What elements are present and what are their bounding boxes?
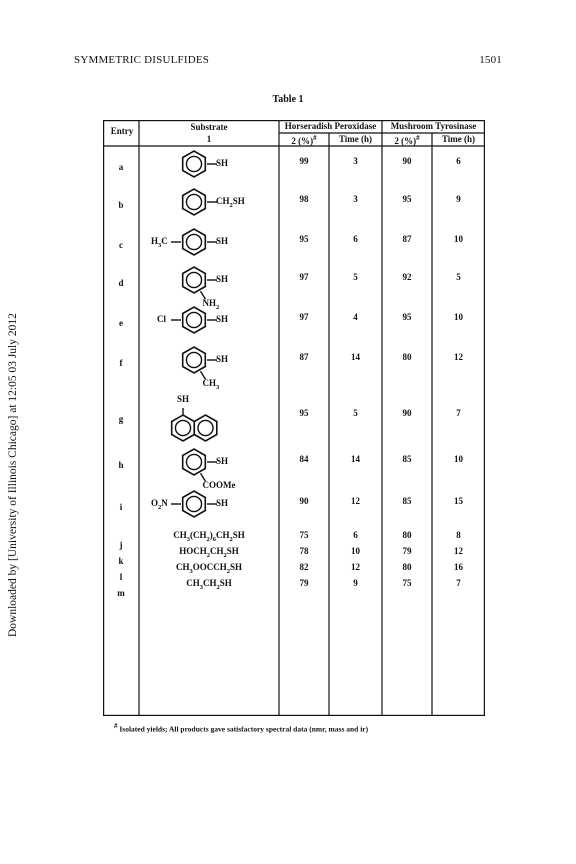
naphthalene-ring-left-g bbox=[172, 415, 195, 441]
cell-mt-time-g: 7 bbox=[456, 408, 461, 418]
entry-label-c: c bbox=[119, 240, 123, 250]
cell-mt-yield-l: 80 bbox=[402, 562, 412, 572]
cell-hrp-time-d: 5 bbox=[353, 272, 358, 282]
header-substrate: Substrate bbox=[190, 122, 228, 132]
substituent-bottom-h: COOMe bbox=[202, 480, 236, 491]
entry-label-e: e bbox=[119, 318, 123, 328]
substituent-bottom-d: $NH_2$ bbox=[202, 298, 220, 312]
substrate-formula-m: $CH_3CH_2SH$ bbox=[186, 578, 232, 591]
entry-label-m: m bbox=[117, 588, 125, 598]
cell-mt-time-a: 6 bbox=[456, 156, 461, 166]
cell-hrp-yield-f: 87 bbox=[299, 352, 309, 362]
substituent-right-i: SH bbox=[216, 498, 229, 508]
cell-mt-yield-h: 85 bbox=[402, 454, 412, 464]
cell-hrp-yield-j: 75 bbox=[299, 530, 309, 540]
cell-hrp-time-c: 6 bbox=[353, 234, 358, 244]
substituent-right-c: SH bbox=[216, 236, 229, 246]
benzene-ring-b bbox=[183, 189, 206, 215]
benzene-ring-a bbox=[183, 151, 206, 177]
cell-mt-yield-i: 85 bbox=[402, 496, 412, 506]
header-horseradish-peroxidase: Horseradish Peroxidase bbox=[284, 121, 377, 131]
cell-mt-yield-c: 87 bbox=[402, 234, 412, 244]
substituent-right-a: SH bbox=[216, 158, 229, 168]
cell-mt-time-l: 16 bbox=[454, 562, 463, 572]
running-head-title: SYMMETRIC DISULFIDES bbox=[74, 54, 210, 66]
cell-hrp-time-l: 12 bbox=[351, 562, 360, 572]
cell-hrp-yield-e: 97 bbox=[299, 312, 309, 322]
cell-hrp-time-f: 14 bbox=[351, 352, 360, 362]
header-substrate-number: 1 bbox=[206, 134, 212, 144]
cell-hrp-time-i: 12 bbox=[351, 496, 360, 506]
cell-mt-time-c: 10 bbox=[454, 234, 463, 244]
header-hrp-time: Time (h) bbox=[338, 134, 373, 144]
cell-mt-yield-e: 95 bbox=[402, 312, 412, 322]
cell-mt-yield-m: 75 bbox=[402, 578, 412, 588]
cell-hrp-time-a: 3 bbox=[353, 156, 358, 166]
cell-mt-yield-j: 80 bbox=[402, 530, 412, 540]
substrate-formula-k: $HOCH_2CH_2SH$ bbox=[179, 546, 239, 559]
results-table bbox=[103, 120, 485, 716]
cell-mt-time-e: 10 bbox=[454, 312, 463, 322]
page-number: 1501 bbox=[479, 54, 502, 66]
cell-mt-yield-a: 90 bbox=[402, 156, 412, 166]
cell-mt-yield-b: 95 bbox=[402, 194, 412, 204]
header-hrp-yield: 2 (%)# bbox=[291, 134, 317, 146]
entry-label-k: k bbox=[118, 556, 124, 566]
cell-hrp-time-j: 6 bbox=[353, 530, 358, 540]
cell-mt-time-k: 12 bbox=[454, 546, 463, 556]
cell-hrp-yield-k: 78 bbox=[299, 546, 309, 556]
cell-mt-yield-f: 80 bbox=[402, 352, 412, 362]
entry-label-h: h bbox=[118, 460, 124, 470]
header-mt-yield: 2 (%)# bbox=[394, 134, 420, 146]
cell-hrp-yield-b: 98 bbox=[299, 194, 309, 204]
benzene-ring-d bbox=[183, 267, 206, 293]
substituent-left-i: $O_2N$ bbox=[151, 498, 168, 511]
benzene-ring-h bbox=[183, 449, 206, 475]
naphthalene-ring-right-g bbox=[194, 415, 217, 441]
substituent-right-e: SH bbox=[216, 314, 229, 324]
cell-hrp-yield-a: 99 bbox=[299, 156, 309, 166]
cell-hrp-time-h: 14 bbox=[351, 454, 360, 464]
running-head bbox=[74, 54, 502, 70]
cell-mt-time-b: 9 bbox=[456, 194, 461, 204]
entry-label-i: i bbox=[119, 502, 123, 512]
entry-label-d: d bbox=[118, 278, 124, 288]
table-footnote: # Isolated yields; All products gave satisfactory spectral data (nmr, mass and ir) bbox=[114, 722, 369, 734]
substituent-right-f: SH bbox=[216, 354, 229, 364]
entry-label-a: a bbox=[118, 162, 124, 172]
substrate-formula-l: $CH_3OOCCH_2SH$ bbox=[175, 562, 243, 575]
substrate-formula-j: $CH_3(CH_2)_6CH_2SH$ bbox=[173, 530, 245, 543]
cell-mt-time-i: 15 bbox=[454, 496, 463, 506]
header-mushroom-tyrosinase: Mushroom Tyrosinase bbox=[390, 121, 477, 131]
entry-label-b: b bbox=[118, 200, 124, 210]
table-grid bbox=[103, 120, 485, 716]
table-title: Table 1 bbox=[272, 94, 304, 105]
entry-label-l: l bbox=[119, 572, 123, 582]
benzene-ring-c bbox=[183, 229, 206, 255]
cell-hrp-yield-m: 79 bbox=[299, 578, 309, 588]
cell-hrp-yield-d: 97 bbox=[299, 272, 309, 282]
cell-mt-yield-g: 90 bbox=[402, 408, 412, 418]
substituent-right-h: SH bbox=[216, 456, 229, 466]
entry-label-g: g bbox=[118, 414, 124, 424]
cell-mt-yield-k: 79 bbox=[402, 546, 412, 556]
header-mt-time: Time (h) bbox=[441, 134, 476, 144]
entry-label-j: j bbox=[119, 540, 123, 550]
cell-hrp-yield-l: 82 bbox=[299, 562, 309, 572]
cell-hrp-time-m: 9 bbox=[353, 578, 358, 588]
entry-label-f: f bbox=[119, 358, 123, 368]
benzene-ring-f bbox=[183, 347, 206, 373]
substituent-left-e: Cl bbox=[157, 314, 166, 324]
cell-hrp-yield-c: 95 bbox=[299, 234, 309, 244]
substituent-bottom-f: $CH_3$ bbox=[202, 378, 220, 392]
cell-hrp-time-g: 5 bbox=[353, 408, 358, 418]
cell-hrp-time-b: 3 bbox=[353, 194, 358, 204]
cell-mt-yield-d: 92 bbox=[402, 272, 412, 282]
substituent-right-d: SH bbox=[216, 274, 229, 284]
substituent-top-g: SH bbox=[177, 394, 190, 404]
benzene-ring-i bbox=[183, 491, 206, 517]
cell-hrp-yield-g: 95 bbox=[299, 408, 309, 418]
substituent-right-b: $CH_2SH$ bbox=[216, 196, 245, 209]
cell-mt-time-m: 7 bbox=[456, 578, 461, 588]
substituent-left-c: $H_3C$ bbox=[151, 236, 168, 249]
cell-mt-time-f: 12 bbox=[454, 352, 463, 362]
cell-hrp-time-e: 4 bbox=[353, 312, 358, 322]
cell-mt-time-j: 8 bbox=[456, 530, 461, 540]
cell-hrp-yield-i: 90 bbox=[299, 496, 309, 506]
cell-mt-time-h: 10 bbox=[454, 454, 463, 464]
header-entry: Entry bbox=[110, 126, 134, 136]
download-watermark: Downloaded by [University of Illinois Chicago] at 12:05 03 July 2012 bbox=[7, 313, 19, 637]
cell-mt-time-d: 5 bbox=[456, 272, 461, 282]
cell-hrp-time-k: 10 bbox=[351, 546, 360, 556]
cell-hrp-yield-h: 84 bbox=[299, 454, 309, 464]
